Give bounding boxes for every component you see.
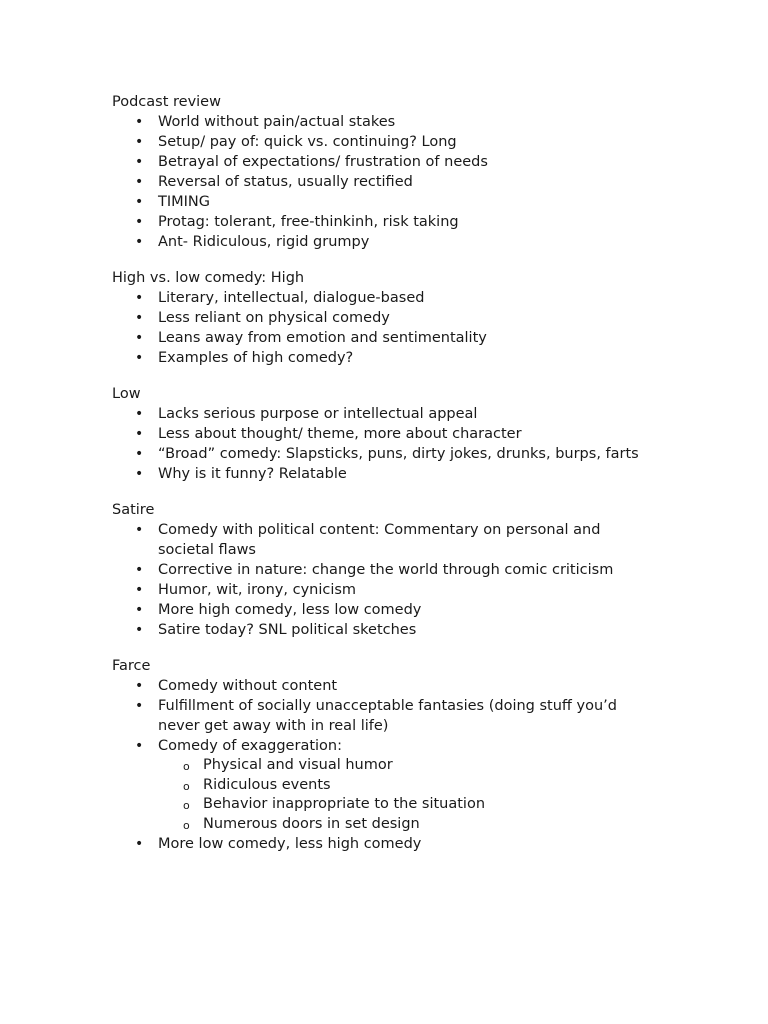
section-heading: Farce bbox=[112, 658, 151, 674]
bullet-item bbox=[112, 676, 652, 696]
bullet-item bbox=[112, 192, 652, 212]
bullet-text: Humor, wit, irony, cynicism bbox=[158, 582, 357, 598]
bullet-text: Fulfillment of socially unacceptable fantasies (doing stuff you’d never get away with in real life) bbox=[158, 698, 617, 734]
bullet-text: Setup/ pay of: quick vs. continuing? Long bbox=[158, 134, 457, 150]
sub-bullet-item: o Numerous doors in set design bbox=[158, 815, 652, 835]
bullet-text: Corrective in nature: change the world through comic criticism bbox=[158, 562, 614, 578]
bullet-list bbox=[112, 676, 652, 854]
section bbox=[112, 500, 652, 640]
bullet-text: Comedy with political content: Commentary on personal and societal flaws bbox=[158, 522, 601, 558]
bullet-text: Satire today? SNL political sketches bbox=[158, 622, 417, 638]
bullet-text: Reversal of status, usually rectified bbox=[158, 174, 413, 190]
bullet-item bbox=[112, 464, 652, 484]
bullet-text: Betrayal of expectations/ frustration of needs bbox=[158, 154, 488, 170]
bullet-list bbox=[112, 112, 652, 252]
bullet-text: Less reliant on physical comedy bbox=[158, 310, 390, 326]
bullet-item bbox=[112, 736, 652, 834]
sub-bullet-item: o Behavior inappropriate to the situation bbox=[158, 795, 652, 815]
sub-bullet-list bbox=[158, 756, 652, 834]
bullet-item bbox=[112, 232, 652, 252]
bullet-item bbox=[112, 520, 652, 560]
bullet-item bbox=[112, 444, 652, 464]
bullet-item bbox=[112, 212, 652, 232]
bullet-text: Leans away from emotion and sentimentality bbox=[158, 330, 487, 346]
bullet-list bbox=[112, 520, 652, 640]
bullet-text: TIMING bbox=[158, 194, 211, 210]
sub-bullet-item: o Ridiculous events bbox=[158, 776, 652, 796]
sub-bullet-item: o Physical and visual humor bbox=[158, 756, 652, 776]
bullet-text: World without pain/actual stakes bbox=[158, 114, 396, 130]
section bbox=[112, 384, 652, 484]
bullet-text: Less about thought/ theme, more about character bbox=[158, 426, 522, 442]
bullet-item bbox=[112, 580, 652, 600]
section-heading: Podcast review bbox=[112, 94, 221, 110]
bullet-item bbox=[112, 696, 652, 736]
bullet-item bbox=[112, 620, 652, 640]
bullet-text: Why is it funny? Relatable bbox=[158, 466, 347, 482]
bullet-item bbox=[112, 834, 652, 854]
bullet-item bbox=[112, 560, 652, 580]
section-heading: Low bbox=[112, 386, 141, 402]
bullet-item bbox=[112, 112, 652, 132]
bullet-text: More low comedy, less high comedy bbox=[158, 836, 422, 852]
bullet-text: Comedy of exaggeration: bbox=[158, 738, 342, 754]
bullet-item bbox=[112, 152, 652, 172]
bullet-item bbox=[112, 404, 652, 424]
bullet-text: Examples of high comedy? bbox=[158, 350, 354, 366]
section-heading: Satire bbox=[112, 502, 155, 518]
bullet-list bbox=[112, 288, 652, 368]
bullet-item bbox=[112, 132, 652, 152]
bullet-item bbox=[112, 288, 652, 308]
document-page bbox=[112, 92, 652, 870]
bullet-list bbox=[112, 404, 652, 484]
bullet-item bbox=[112, 600, 652, 620]
bullet-item bbox=[112, 328, 652, 348]
section-heading: High vs. low comedy: High bbox=[112, 270, 305, 286]
bullet-item bbox=[112, 172, 652, 192]
section bbox=[112, 92, 652, 252]
bullet-item bbox=[112, 348, 652, 368]
bullet-text: “Broad” comedy: Slapsticks, puns, dirty jokes, drunks, burps, farts bbox=[158, 446, 639, 462]
bullet-text: Literary, intellectual, dialogue-based bbox=[158, 290, 425, 306]
bullet-item bbox=[112, 424, 652, 444]
bullet-text: Ant- Ridiculous, rigid grumpy bbox=[158, 234, 370, 250]
bullet-item bbox=[112, 308, 652, 328]
section bbox=[112, 656, 652, 854]
bullet-text: More high comedy, less low comedy bbox=[158, 602, 422, 618]
bullet-text: Comedy without content bbox=[158, 678, 338, 694]
bullet-text: Lacks serious purpose or intellectual appeal bbox=[158, 406, 478, 422]
section bbox=[112, 268, 652, 368]
bullet-text: Protag: tolerant, free-thinkinh, risk taking bbox=[158, 214, 459, 230]
